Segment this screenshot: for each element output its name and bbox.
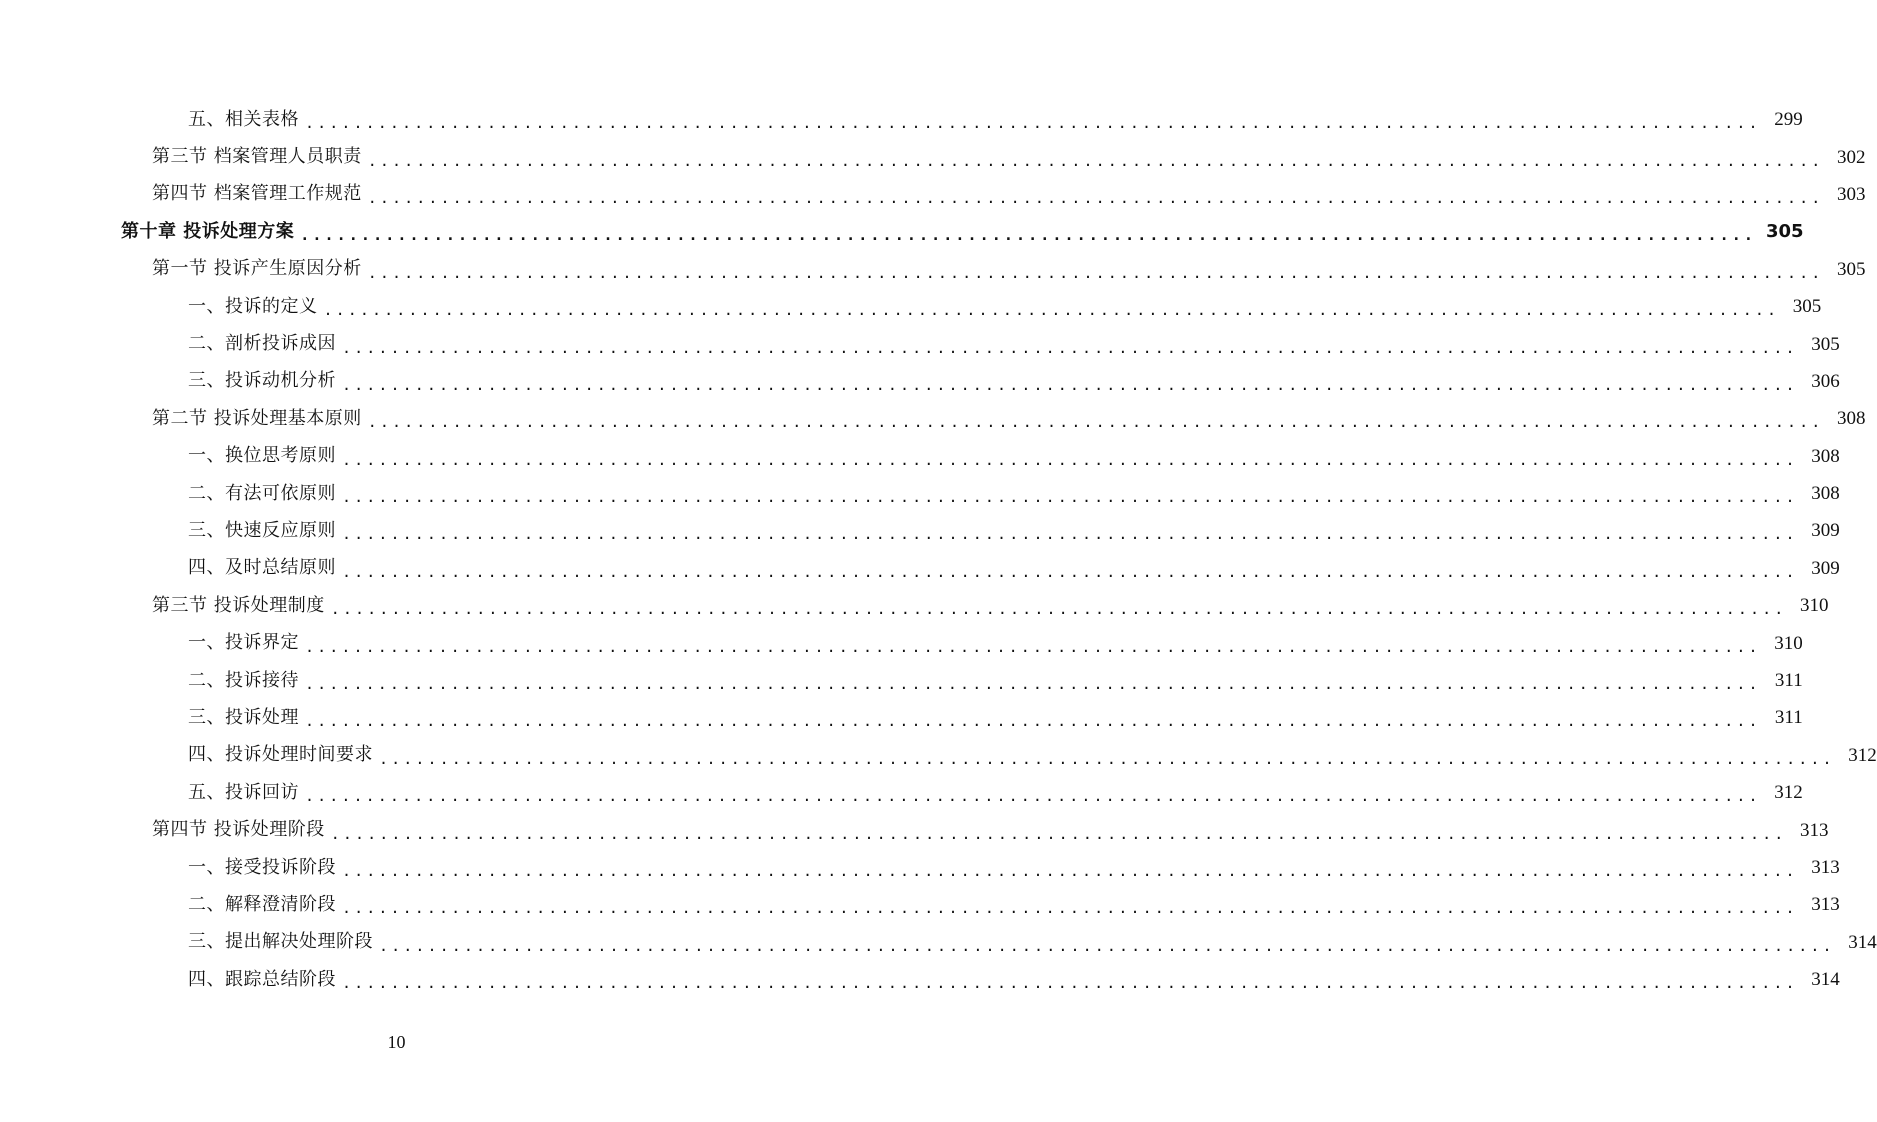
dot-leader: ........................................................................................................................ bbox=[323, 301, 1780, 320]
toc-entry[interactable] bbox=[0, 550, 1840, 587]
toc-entry-title: 五、投诉回访 bbox=[188, 781, 299, 803]
toc-entry-page: 305 bbox=[1765, 220, 1804, 242]
dot-leader: ........................................................................................................................ bbox=[342, 562, 1798, 581]
toc-entry-title: 一、投诉的定义 bbox=[188, 295, 318, 317]
toc-entry-title: 四、投诉处理时间要求 bbox=[188, 744, 373, 766]
dot-leader: ........................................................................................................................ bbox=[367, 188, 1824, 207]
toc-entry-title: 三、投诉动机分析 bbox=[188, 370, 336, 392]
toc-entry[interactable] bbox=[0, 924, 1877, 961]
dot-leader: ........................................................................................................................ bbox=[342, 450, 1798, 469]
toc-entry-page: 310 bbox=[1799, 595, 1829, 617]
toc-entry-page: 313 bbox=[1799, 819, 1829, 841]
toc-entry-page: 310 bbox=[1774, 632, 1803, 654]
toc-entry-title: 第二节 投诉处理基本原则 bbox=[152, 407, 362, 429]
toc-entry-title: 三、快速反应原则 bbox=[188, 519, 336, 541]
toc-entry-title: 四、及时总结原则 bbox=[188, 557, 336, 579]
dot-leader: ........................................................................................................................ bbox=[342, 338, 1798, 357]
toc-entry-page: 303 bbox=[1836, 183, 1866, 205]
toc-entry-page: 313 bbox=[1811, 857, 1840, 878]
toc-entry[interactable] bbox=[0, 475, 1840, 512]
toc-entry-page: 302 bbox=[1836, 146, 1866, 168]
toc-entry[interactable] bbox=[0, 400, 1866, 437]
dot-leader: ........................................................................................................................ bbox=[305, 637, 1761, 656]
toc-entry-title: 二、解释澄清阶段 bbox=[188, 893, 336, 915]
page-number: 10 bbox=[387, 1032, 406, 1052]
toc-entry[interactable] bbox=[0, 774, 1803, 811]
dot-leader: ........................................................................................................................ bbox=[305, 675, 1761, 694]
toc-entry-title: 一、接受投诉阶段 bbox=[188, 856, 336, 878]
dot-leader: ........................................................................................................................ bbox=[342, 375, 1798, 394]
toc-entry[interactable] bbox=[0, 325, 1840, 362]
toc-entry-title: 第十章 投诉处理方案 bbox=[121, 220, 295, 242]
dot-leader: ........................................................................................................................ bbox=[342, 525, 1798, 544]
toc-entry-page: 308 bbox=[1836, 408, 1866, 430]
toc-entry[interactable] bbox=[0, 886, 1840, 923]
dot-leader: ........................................................................................................................ bbox=[342, 862, 1798, 880]
toc-entry[interactable] bbox=[0, 587, 1829, 624]
toc-entry-page: 309 bbox=[1811, 557, 1840, 579]
toc-entry-page: 305 bbox=[1811, 333, 1840, 355]
dot-leader: ........................................................................................................................ bbox=[379, 749, 1835, 768]
toc-entry[interactable] bbox=[0, 363, 1840, 400]
toc-entry[interactable] bbox=[0, 176, 1866, 213]
toc-entry-page: 314 bbox=[1811, 969, 1840, 991]
toc-entry-page: 314 bbox=[1848, 931, 1877, 953]
dot-leader: ........................................................................................................................ bbox=[342, 974, 1798, 993]
toc-entry[interactable] bbox=[0, 961, 1840, 998]
toc-entry-page: 309 bbox=[1811, 520, 1840, 542]
dot-leader: ........................................................................................................................ bbox=[305, 712, 1761, 731]
dot-leader: ........................................................................................................................ bbox=[367, 151, 1824, 170]
toc-entry[interactable] bbox=[0, 624, 1803, 661]
toc-entry-title: 四、跟踪总结阶段 bbox=[188, 968, 336, 990]
dot-leader: ........................................................................................................................ bbox=[342, 488, 1798, 507]
toc-entry-page: 312 bbox=[1774, 782, 1803, 804]
toc-entry-title: 第四节 档案管理工作规范 bbox=[152, 183, 362, 205]
toc-entry-title: 一、投诉界定 bbox=[188, 632, 299, 654]
toc-entry[interactable] bbox=[0, 737, 1877, 774]
toc-entry-title: 三、投诉处理 bbox=[188, 706, 299, 728]
toc-entry-page: 305 bbox=[1792, 296, 1822, 318]
toc-entry[interactable] bbox=[0, 438, 1840, 475]
toc-entry-title: 二、有法可依原则 bbox=[188, 482, 336, 504]
toc-entry[interactable] bbox=[0, 101, 1803, 138]
toc-entry-title: 一、换位思考原则 bbox=[188, 445, 336, 467]
toc-entry-page: 308 bbox=[1811, 483, 1840, 505]
toc-chapter-entry[interactable] bbox=[0, 213, 1804, 250]
toc-entry-page: 311 bbox=[1774, 670, 1803, 692]
toc-entry-page: 312 bbox=[1848, 744, 1877, 766]
toc-entry-title: 第三节 投诉处理制度 bbox=[152, 594, 325, 616]
dot-leader: ........................................................................................................................ bbox=[330, 600, 1787, 619]
toc-entry[interactable] bbox=[0, 138, 1866, 175]
dot-leader: ........................................................................................................................ bbox=[367, 413, 1824, 432]
toc-entry-title: 五、相关表格 bbox=[188, 108, 299, 130]
toc-entry[interactable] bbox=[0, 288, 1822, 325]
dot-leader: ........................................................................................................................ bbox=[305, 787, 1761, 806]
toc-entry-title: 第三节 档案管理人员职责 bbox=[152, 146, 362, 168]
dot-leader: ........................................................................................................................ bbox=[379, 936, 1835, 955]
toc-entry-title: 第一节 投诉产生原因分析 bbox=[152, 258, 362, 280]
toc-entry-title: 三、提出解决处理阶段 bbox=[188, 931, 373, 953]
dot-leader: ........................................................................................................................ bbox=[300, 226, 1756, 245]
toc-entry-page: 305 bbox=[1836, 258, 1866, 280]
toc-entry-page: 306 bbox=[1811, 370, 1840, 392]
toc-entry[interactable] bbox=[0, 849, 1840, 886]
toc-entry[interactable] bbox=[0, 512, 1840, 549]
toc-entry[interactable] bbox=[0, 662, 1803, 699]
toc-entry-title: 二、投诉接待 bbox=[188, 669, 299, 691]
toc-entry-title: 二、剖析投诉成因 bbox=[188, 333, 336, 355]
toc-entry-page: 308 bbox=[1811, 445, 1840, 467]
table-of-contents bbox=[0, 101, 1877, 998]
toc-entry-page: 313 bbox=[1811, 894, 1840, 916]
toc-entry-page: 299 bbox=[1774, 109, 1803, 131]
toc-entry-title: 第四节 投诉处理阶段 bbox=[152, 819, 325, 841]
dot-leader: ........................................................................................................................ bbox=[367, 263, 1824, 282]
toc-entry[interactable] bbox=[0, 251, 1866, 288]
toc-entry-page: 311 bbox=[1774, 707, 1803, 729]
dot-leader: ........................................................................................................................ bbox=[342, 899, 1798, 918]
toc-entry[interactable] bbox=[0, 699, 1803, 736]
dot-leader: ........................................................................................................................ bbox=[330, 824, 1787, 843]
toc-entry[interactable] bbox=[0, 811, 1829, 848]
dot-leader: ........................................................................................................................ bbox=[305, 114, 1761, 133]
